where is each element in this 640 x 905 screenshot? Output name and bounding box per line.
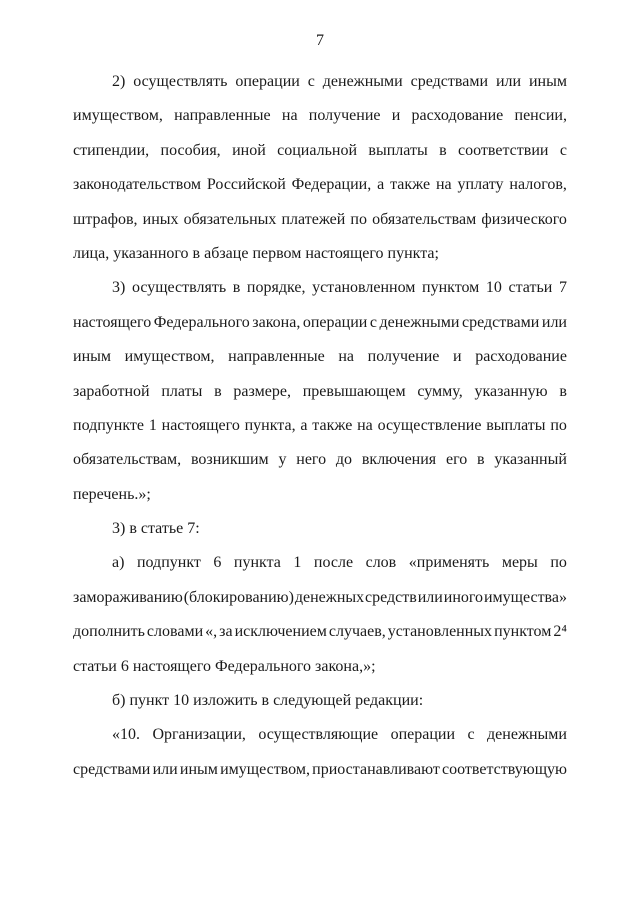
- word: уплату: [457, 176, 504, 194]
- word: обязательствам,: [73, 451, 182, 469]
- word: имуществом,: [73, 107, 163, 125]
- word: получение: [367, 348, 440, 366]
- word: заработной: [73, 382, 150, 400]
- word: направленные: [228, 348, 325, 366]
- word: настоящего: [161, 416, 240, 434]
- text-line: [73, 581, 567, 615]
- word: дополнить: [73, 623, 145, 641]
- text-line: [73, 65, 567, 99]
- word: с: [467, 726, 475, 744]
- paragraph: [73, 684, 567, 718]
- word: возникшим: [190, 451, 269, 469]
- word: замораживанию: [73, 588, 183, 606]
- word: пособия,: [160, 141, 221, 159]
- text-line: [73, 375, 567, 409]
- word: статьи: [508, 279, 553, 297]
- word: соответствующую: [442, 760, 567, 778]
- word: налогов,: [509, 176, 567, 194]
- word: или: [417, 588, 443, 606]
- word: установленных: [387, 623, 493, 641]
- word: расходование: [411, 107, 504, 125]
- word: на: [435, 176, 452, 194]
- word: денежными: [487, 726, 567, 744]
- word: пунктом: [494, 623, 552, 641]
- word: платежей: [281, 210, 346, 228]
- word: операции: [235, 73, 300, 90]
- word: выплаты: [368, 141, 428, 159]
- word: указанный: [494, 451, 567, 469]
- word: в: [559, 382, 567, 400]
- paragraph: [73, 718, 567, 787]
- text-block: [73, 65, 567, 787]
- word: Федерации,: [291, 176, 372, 194]
- word: операции: [390, 726, 456, 744]
- text-line: [73, 340, 567, 374]
- text-line: [73, 753, 567, 787]
- word: денежными: [379, 313, 460, 331]
- word: обязательных: [183, 210, 277, 228]
- word: иной: [232, 141, 266, 159]
- word: словами: [146, 623, 204, 641]
- word: 2): [112, 73, 126, 90]
- word: имуществом,: [124, 348, 215, 366]
- word: 6: [213, 554, 222, 572]
- word: и: [453, 348, 462, 366]
- word: в: [477, 451, 485, 469]
- word: установленном: [312, 279, 416, 297]
- word: иным: [179, 760, 218, 778]
- word: осуществлять: [131, 279, 227, 297]
- word: с: [369, 313, 377, 331]
- word: пунктом: [422, 279, 480, 297]
- word: имущества»: [483, 588, 567, 606]
- word: получение: [308, 107, 381, 125]
- word: иным: [528, 73, 567, 90]
- word: и: [391, 107, 401, 125]
- word: включения: [361, 451, 437, 469]
- paragraph: [73, 512, 567, 546]
- word: социальной: [277, 141, 358, 159]
- word: него: [296, 451, 327, 469]
- word: также: [312, 416, 353, 434]
- word: после: [313, 554, 354, 572]
- word: закона,: [252, 313, 301, 331]
- word: по: [350, 210, 367, 228]
- word: с: [307, 73, 315, 90]
- word: порядке,: [246, 279, 306, 297]
- word: у: [278, 451, 287, 469]
- word: настоящего: [73, 313, 152, 331]
- word: (блокированию): [183, 588, 294, 606]
- word: обязательствам: [372, 210, 477, 228]
- word: соответствии: [458, 141, 549, 159]
- word: приостанавливают: [312, 760, 440, 778]
- word: в: [439, 141, 447, 159]
- word: или: [495, 73, 522, 90]
- word: до: [335, 451, 353, 469]
- word: в: [214, 382, 222, 400]
- word: а): [112, 554, 125, 572]
- word: осуществление: [377, 416, 482, 434]
- text-line: лица, указанного в абзаце первом настоящего пункта;: [73, 244, 439, 262]
- page-content: [73, 31, 567, 787]
- word: исключением: [234, 623, 327, 641]
- word: с: [559, 141, 567, 159]
- word: а: [377, 176, 385, 194]
- word: или: [541, 313, 567, 331]
- text-line: [73, 615, 567, 649]
- word: 1: [148, 416, 157, 434]
- text-line: [73, 443, 567, 477]
- word: подпункт: [136, 554, 201, 572]
- word: Российской: [206, 176, 286, 194]
- word: средствами: [461, 313, 540, 331]
- word: операции: [302, 313, 368, 331]
- word: «применять: [408, 554, 490, 572]
- text-line: б) пункт 10 изложить в следующей редакции:: [112, 692, 424, 710]
- word: меры: [501, 554, 538, 572]
- text-line: [73, 546, 567, 580]
- text-line: [73, 134, 567, 168]
- word: денежными: [322, 73, 403, 90]
- text-line: [73, 271, 567, 305]
- word: по: [550, 554, 567, 572]
- word: по: [550, 416, 567, 434]
- word: также: [390, 176, 431, 194]
- word: указанную: [474, 382, 548, 400]
- word: средствами: [73, 760, 151, 778]
- word: на: [338, 348, 354, 366]
- text-line: статьи 6 настоящего Федерального закона,»;: [73, 657, 376, 675]
- word: подпункте: [73, 416, 145, 434]
- word: сумму,: [417, 382, 463, 400]
- word: иным: [73, 348, 111, 366]
- paragraph: [73, 271, 567, 512]
- word: стипендии,: [73, 141, 150, 159]
- text-line: [73, 306, 567, 340]
- word: размере,: [233, 382, 291, 400]
- word: осуществлять: [133, 73, 228, 90]
- word: на: [357, 416, 373, 434]
- word: в: [232, 279, 241, 297]
- word: пункта,: [244, 416, 296, 434]
- word: средств: [365, 588, 417, 606]
- word: денежных: [294, 588, 365, 606]
- page-number: 7: [316, 32, 324, 49]
- word: расходование: [475, 348, 567, 366]
- word: законодательством: [73, 176, 202, 194]
- word: платы: [161, 382, 203, 400]
- paragraph: [73, 546, 567, 684]
- word: осуществляющие: [258, 726, 379, 744]
- word: 3): [112, 279, 126, 297]
- text-line: [73, 203, 567, 237]
- word: выплаты: [486, 416, 546, 434]
- word: Федерального: [153, 313, 250, 331]
- word: 2⁴: [553, 623, 567, 641]
- word: «,: [205, 623, 218, 641]
- word: имуществом,: [220, 760, 310, 778]
- word: его: [445, 451, 468, 469]
- word: пенсии,: [514, 107, 567, 125]
- word: превышающем: [302, 382, 406, 400]
- word: штрафов,: [73, 210, 138, 228]
- text-line: перечень.»;: [73, 485, 151, 503]
- word: направленные: [174, 107, 271, 125]
- paragraph: [73, 65, 567, 271]
- word: случаев,: [328, 623, 386, 641]
- word: на: [281, 107, 298, 125]
- word: слов: [365, 554, 397, 572]
- word: 7: [558, 279, 567, 297]
- word: иного: [443, 588, 484, 606]
- word: а: [300, 416, 308, 434]
- text-line: [73, 168, 567, 202]
- word: за: [219, 623, 233, 641]
- word: средствами: [410, 73, 489, 90]
- word: 10: [485, 279, 502, 297]
- text-line: [73, 718, 567, 752]
- word: «10.: [112, 726, 140, 744]
- word: пункта: [233, 554, 281, 572]
- text-line: 3) в статье 7:: [112, 520, 200, 538]
- text-line: [73, 409, 567, 443]
- text-line: [73, 99, 567, 133]
- word: Организации,: [152, 726, 246, 744]
- word: или: [152, 760, 178, 778]
- word: 1: [293, 554, 302, 572]
- word: физического: [481, 210, 567, 228]
- word: иных: [142, 210, 179, 228]
